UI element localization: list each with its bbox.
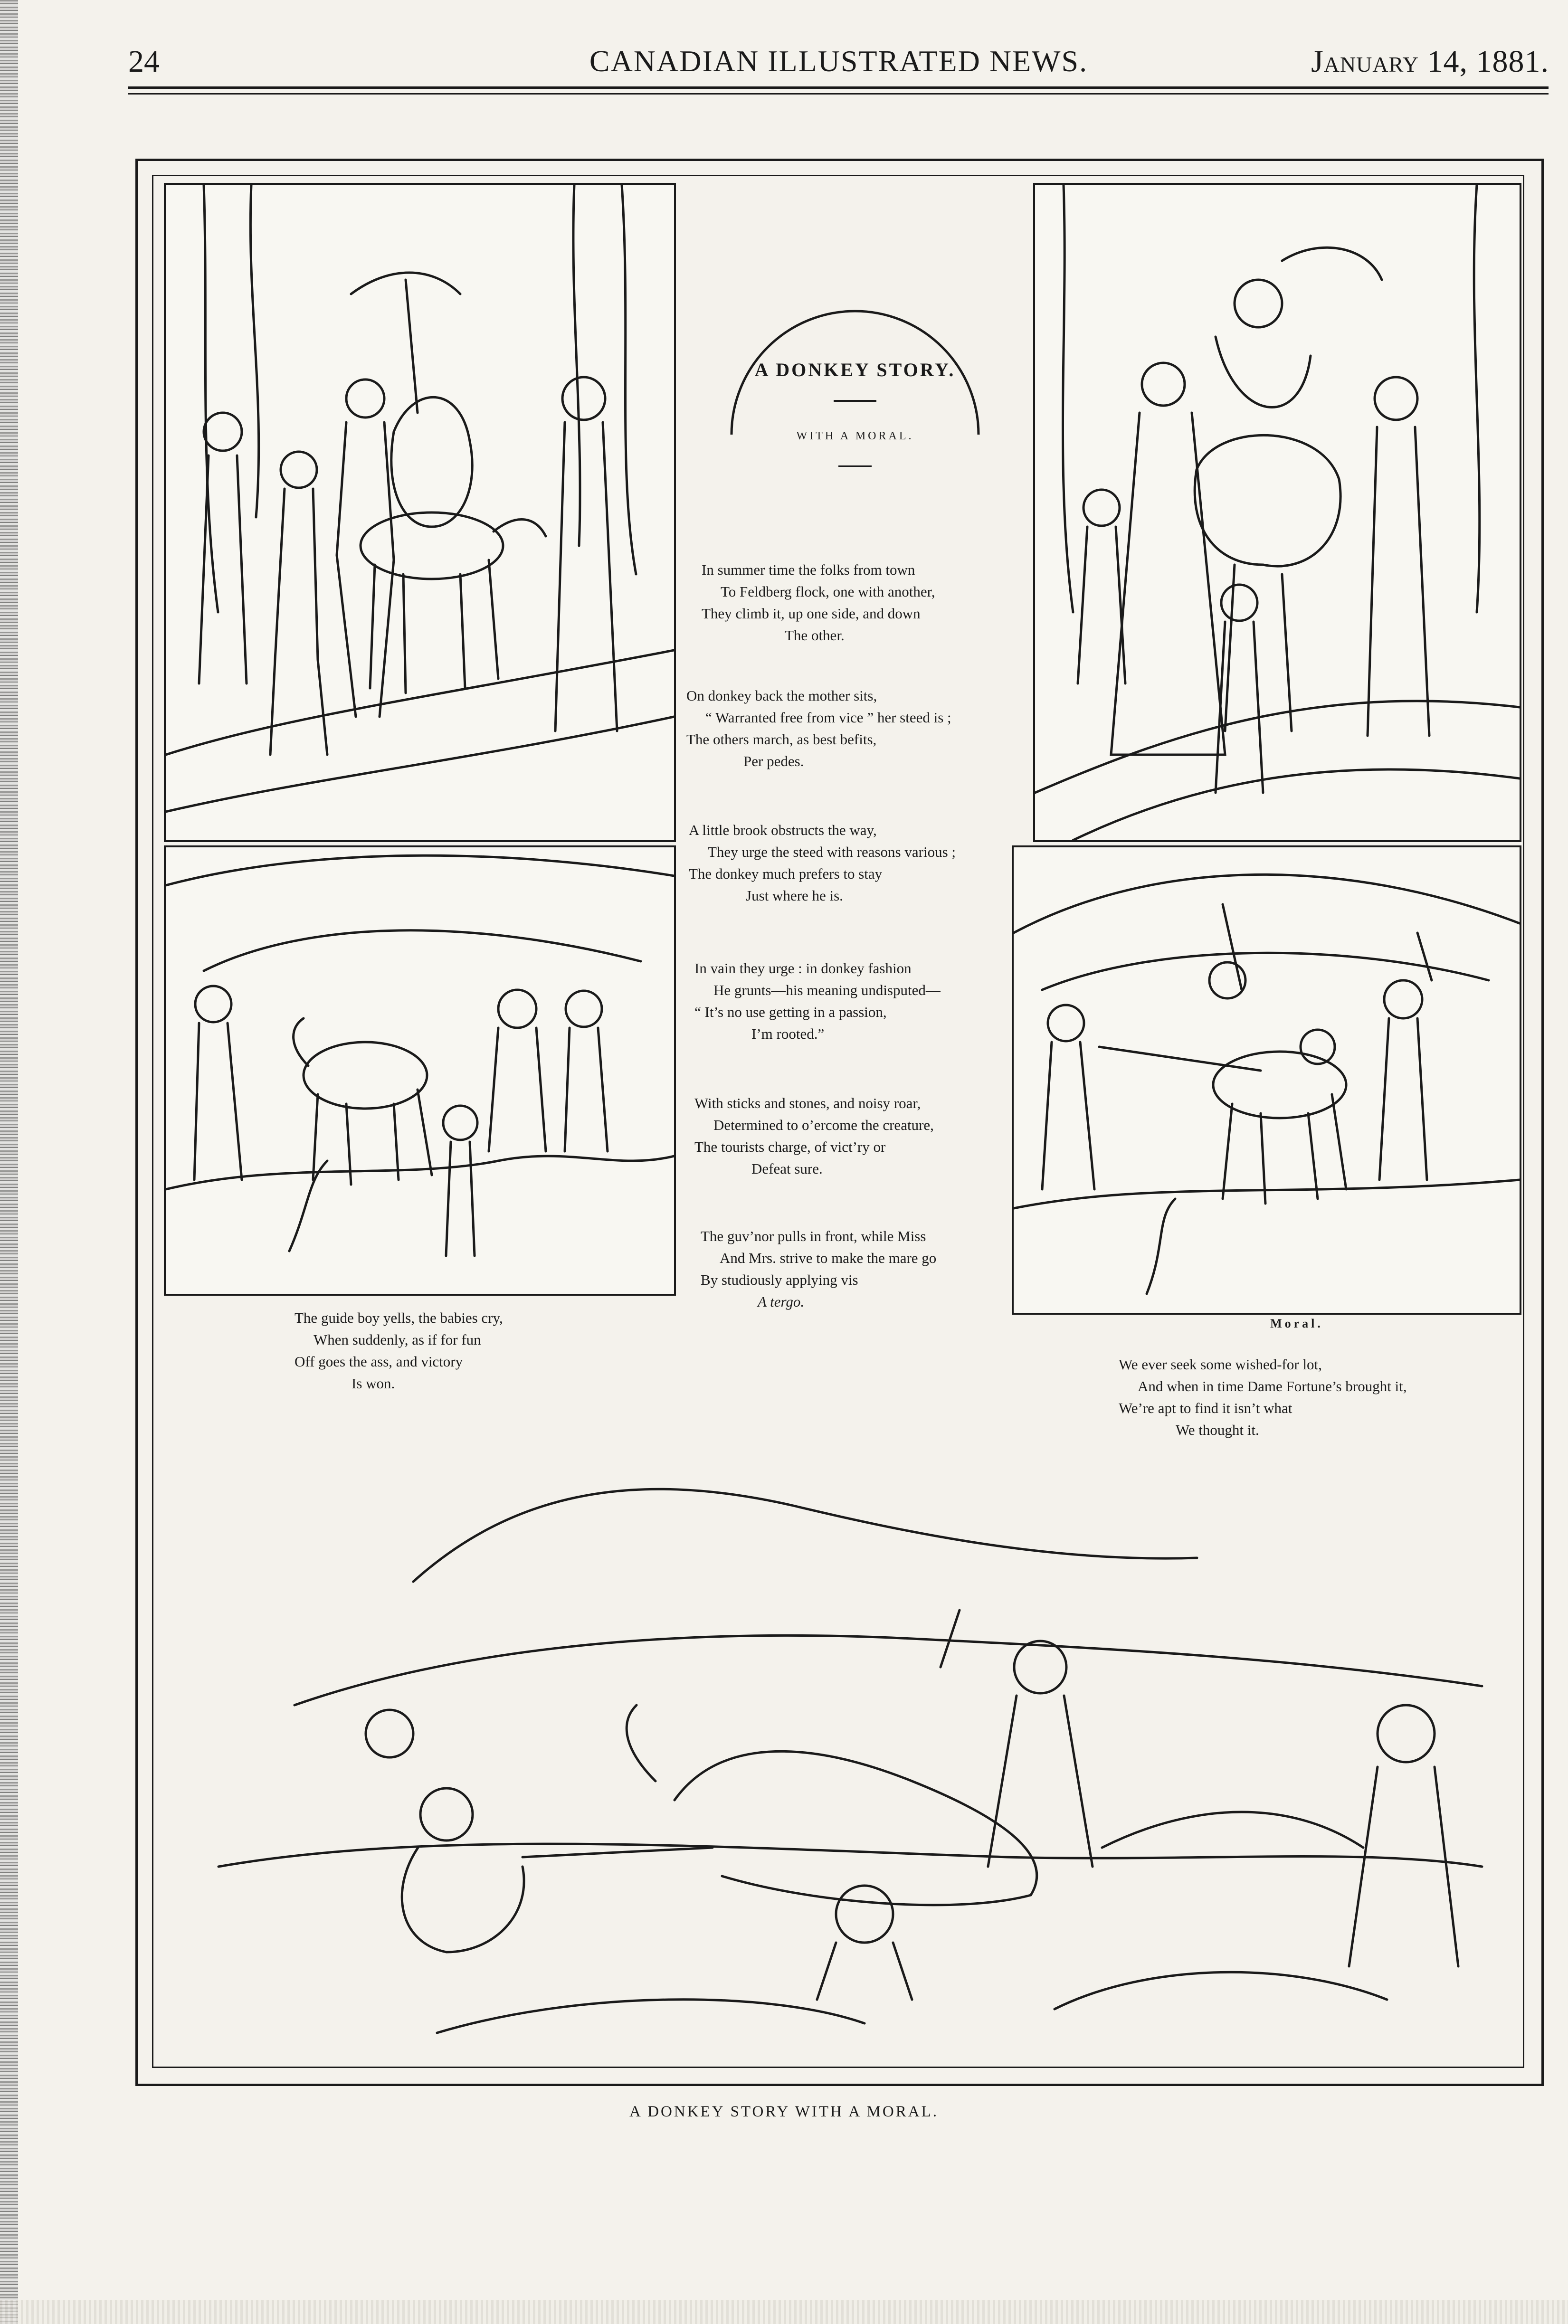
- stanza-6: [701, 1225, 936, 1313]
- panel-4-tourists-charge: [1012, 845, 1521, 1315]
- verse-line: We’re apt to find it isn’t what: [1119, 1400, 1292, 1416]
- illustration-caption: A DONKEY STORY WITH A MORAL.: [629, 2103, 939, 2120]
- verse-line: The others march, as best befits,: [686, 731, 877, 748]
- stanza-7: [295, 1307, 503, 1394]
- illustration-final-tumble: [200, 1439, 1511, 2042]
- header-rule: [128, 93, 1549, 95]
- verse-line: A little brook obstructs the way,: [689, 822, 877, 838]
- verse-line: And Mrs. strive to make the mare go: [720, 1250, 937, 1266]
- subtitle-rule: [838, 465, 872, 467]
- verse-line: Is won.: [352, 1375, 395, 1392]
- illustration-ladies-and-children: [1035, 185, 1520, 840]
- verse-line: I’m rooted.”: [751, 1025, 825, 1042]
- stanza-5: [694, 1092, 934, 1180]
- header-rule: [128, 86, 1549, 89]
- verse-line: By studiously applying vis: [701, 1271, 858, 1288]
- panel-3-donkey-at-brook: [164, 845, 676, 1296]
- stanza-4: [694, 958, 941, 1045]
- verse-line: In vain they urge : in donkey fashion: [694, 960, 912, 977]
- verse-line: We ever seek some wished-for lot,: [1119, 1356, 1322, 1373]
- running-head: [128, 44, 1549, 86]
- verse-line: Just where he is.: [746, 887, 843, 904]
- verse-line: He grunts—his meaning undisputed—: [713, 982, 941, 998]
- verse-line: “ Warranted free from vice ” her steed is ;: [705, 709, 951, 726]
- verse-line: We thought it.: [1176, 1422, 1259, 1438]
- verse-line: To Feldberg flock, one with another,: [721, 583, 935, 600]
- panel-2-ladies-and-children: [1033, 183, 1521, 842]
- poem-title: A DONKEY STORY.: [754, 359, 956, 380]
- publication-title: CANADIAN ILLUSTRATED NEWS.: [589, 44, 1088, 78]
- verse-line: On donkey back the mother sits,: [686, 687, 877, 704]
- verse-line: They climb it, up one side, and down: [702, 605, 921, 622]
- stanza-3: [689, 819, 956, 907]
- verse-line: Defeat sure.: [751, 1160, 823, 1177]
- moral-heading: Moral.: [1270, 1317, 1323, 1330]
- verse-line: In summer time the folks from town: [702, 561, 915, 578]
- page-number: 24: [128, 44, 160, 79]
- verse-line: The other.: [785, 627, 845, 644]
- verse-line: The guv’nor pulls in front, while Miss: [701, 1228, 926, 1244]
- verse-line: Determined to o’ercome the creature,: [713, 1117, 934, 1133]
- verse-line: When suddenly, as if for fun: [314, 1331, 481, 1348]
- illustration-tourists-charge: [1014, 847, 1520, 1313]
- panel-1-family-ascending: [164, 183, 676, 842]
- panel-5-final-tumble: [200, 1439, 1511, 2042]
- verse-line: The guide boy yells, the babies cry,: [295, 1309, 503, 1326]
- poem-subtitle: WITH A MORAL.: [796, 430, 914, 442]
- moral-stanza: [1119, 1354, 1407, 1441]
- verse-line: The donkey much prefers to stay: [689, 865, 883, 882]
- issue-date: January 14, 1881.: [1311, 44, 1549, 79]
- verse-line: With sticks and stones, and noisy roar,: [694, 1095, 921, 1111]
- verse-line: And when in time Dame Fortune’s brought it,: [1138, 1378, 1407, 1394]
- verse-line: Per pedes.: [743, 753, 804, 769]
- stanza-1: [702, 559, 935, 646]
- illustration-family-with-donkey: [166, 185, 674, 840]
- verse-line: The tourists charge, of vict’ry or: [694, 1138, 886, 1155]
- binding-edge: [0, 0, 18, 2324]
- title-rule: [834, 400, 876, 402]
- stanza-2: [686, 685, 951, 772]
- page-edge-grain: [0, 2300, 1568, 2324]
- verse-line: They urge the steed with reasons various ;: [708, 844, 956, 860]
- illustration-donkey-at-brook: [166, 847, 674, 1294]
- verse-line: A tergo.: [758, 1293, 805, 1310]
- verse-line: “ It’s no use getting in a passion,: [694, 1004, 887, 1020]
- verse-line: Off goes the ass, and victory: [295, 1353, 463, 1370]
